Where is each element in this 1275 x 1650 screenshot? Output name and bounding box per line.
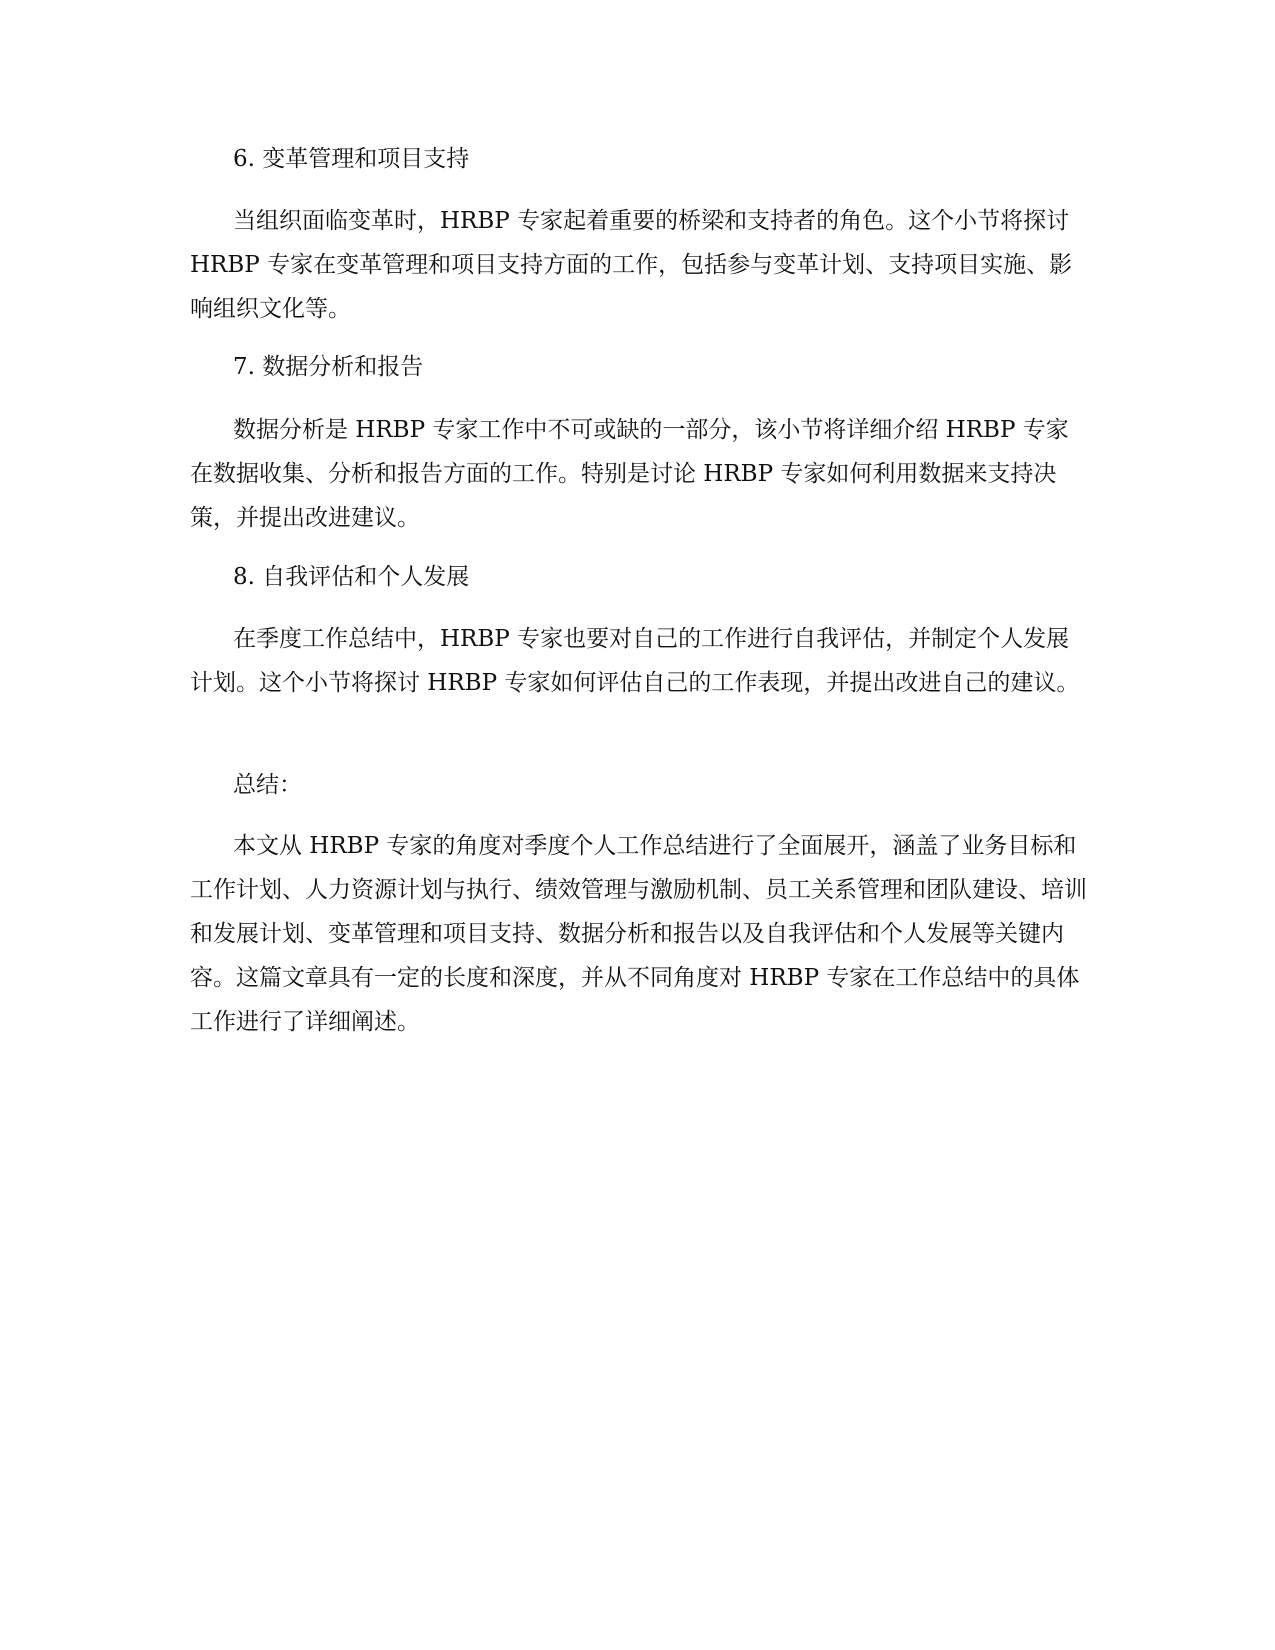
section-6-paragraph: 当组织面临变革时，HRBP 专家起着重要的桥梁和支持者的角色。这个小节将探讨 HRBP 专家在变革管理和项目支持方面的工作，包括参与变革计划、支持项目实施、影响组织文化等。 xyxy=(190,208,1073,322)
summary-heading: 总结： xyxy=(233,772,302,798)
section-8-paragraph: 在季度工作总结中，HRBP 专家也要对自己的工作进行自我评估，并制定个人发展计划。这个小节将探讨 HRBP 专家如何评估自己的工作表现，并提出改进自己的建议。 xyxy=(190,626,1080,696)
summary-paragraph: 本文从 HRBP 专家的角度对季度个人工作总结进行了全面展开，涵盖了业务目标和工作计划、人力资源计划与执行、绩效管理与激励机制、员工关系管理和团队建设、培训和发展计划、变革管理和项目支持、数据分析和报告以及自我评估和个人发展等关键内容。这篇文章具有一定的长度和深度，并从不同角度对 HRBP 专家在工作总结中的具体工作进行了详细阐述。 xyxy=(190,833,1087,1035)
section-8-heading: 8. 自我评估和个人发展 xyxy=(233,564,470,590)
section-7-paragraph: 数据分析是 HRBP 专家工作中不可或缺的一部分，该小节将详细介绍 HRBP 专家在数据收集、分析和报告方面的工作。特别是讨论 HRBP 专家如何利用数据来支持决策，并提出改进建议。 xyxy=(190,417,1069,531)
section-6-heading: 6. 变革管理和项目支持 xyxy=(233,146,470,172)
section-7-heading: 7. 数据分析和报告 xyxy=(233,354,424,380)
